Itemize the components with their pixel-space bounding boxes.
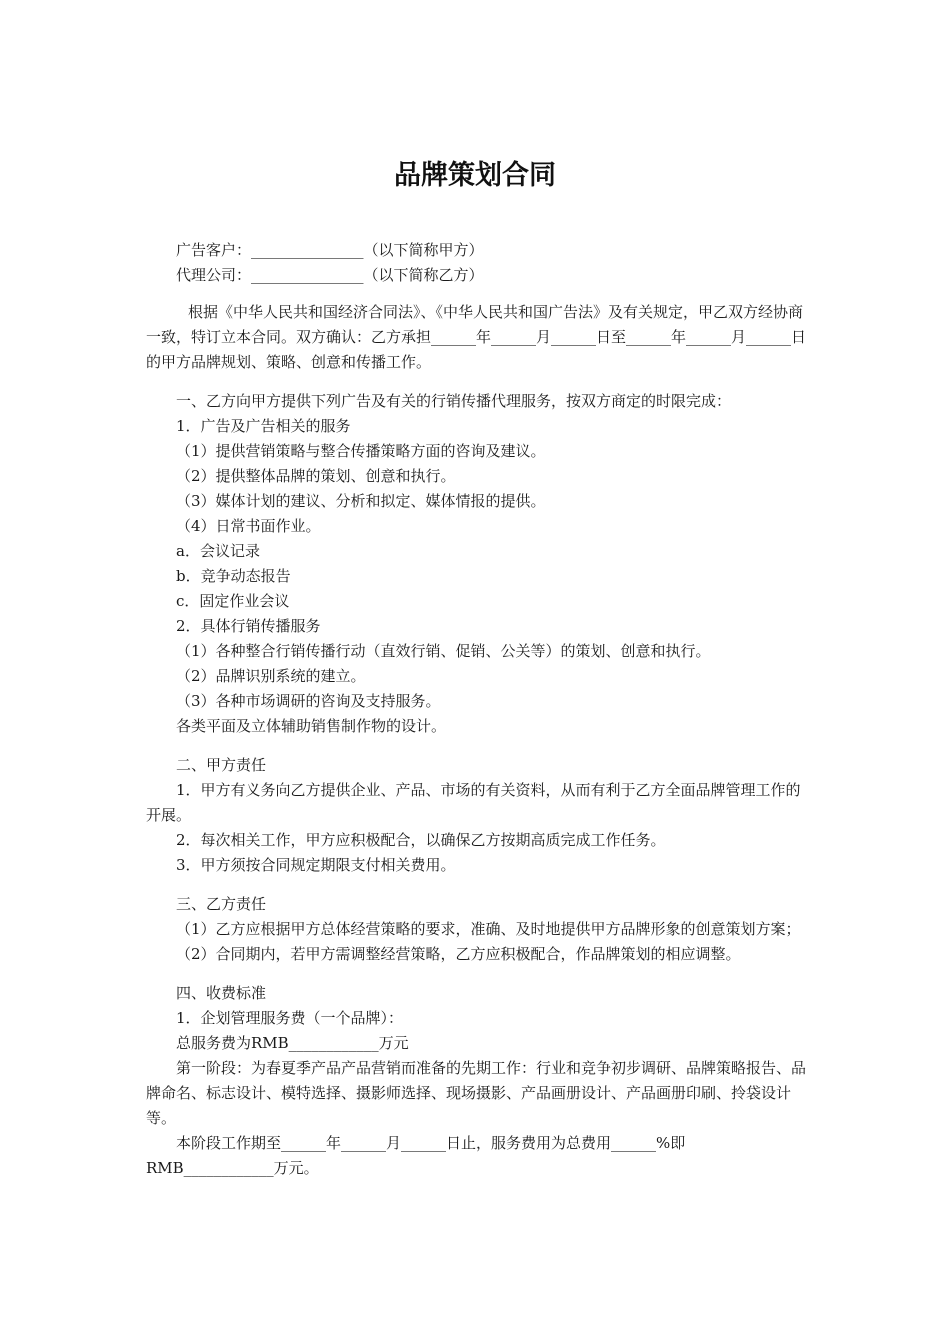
service-item: b．竞争动态报告 bbox=[176, 567, 291, 585]
service-item: 2．具体行销传播服务 bbox=[176, 617, 321, 635]
party-b-duty: （2）合同期内，若甲方需调整经营策略，乙方应积极配合，作品牌策划的相应调整。 bbox=[176, 945, 741, 963]
service-item: a．会议记录 bbox=[176, 542, 260, 560]
section-4-heading: 四、收费标准 bbox=[176, 984, 267, 1002]
client-line: 广告客户：_______________（以下简称甲方） bbox=[176, 241, 484, 259]
agency-line: 代理公司：_______________（以下简称乙方） bbox=[176, 266, 484, 284]
service-item: （1）各种整合行销传播行动（直效行销、促销、公关等）的策划、创意和执行。 bbox=[176, 642, 711, 660]
service-item: （2）品牌识别系统的建立。 bbox=[176, 667, 366, 685]
fee-item: 总服务费为RMB____________万元 bbox=[176, 1034, 409, 1052]
service-item: 各类平面及立体辅助销售制作物的设计。 bbox=[176, 717, 447, 735]
section-3-heading: 三、乙方责任 bbox=[176, 895, 267, 913]
service-item: （3）各种市场调研的咨询及支持服务。 bbox=[176, 692, 441, 710]
party-a-duty: 1．甲方有义务向乙方提供企业、产品、市场的有关资料，从而有利于乙方全面品牌管理工作的开展。 bbox=[146, 781, 801, 824]
section-1-heading: 一、乙方向甲方提供下列广告及有关的行销传播代理服务，按双方商定的时限完成： bbox=[176, 392, 732, 410]
fee-item: 1．企划管理服务费（一个品牌）： bbox=[176, 1009, 404, 1027]
service-item: （3）媒体计划的建议、分析和拟定、媒体情报的提供。 bbox=[176, 492, 546, 510]
service-item: 1．广告及广告相关的服务 bbox=[176, 417, 351, 435]
fee-item: 第一阶段：为春夏季产品产品营销而准备的先期工作：行业和竞争初步调研、品牌策略报告、品牌命名、标志设计、模特选择、摄影师选择、现场摄影、产品画册设计、产品画册印刷、拎袋设计等。 bbox=[146, 1059, 807, 1127]
contract-body bbox=[146, 238, 806, 1181]
document-title: 品牌策划合同 bbox=[394, 160, 556, 191]
intro-paragraph: 根据《中华人民共和国经济合同法》、《中华人民共和国广告法》及有关规定，甲乙双方经协商一致，特订立本合同。双方确认：乙方承担______年______月______日至______年______月______日的甲方品牌规划、策略、创意和传播工作。 bbox=[146, 303, 807, 371]
party-b-duty: （1）乙方应根据甲方总体经营策略的要求，准确、及时地提供甲方品牌形象的创意策划方案； bbox=[176, 920, 801, 938]
service-item: （4）日常书面作业。 bbox=[176, 517, 321, 535]
service-item: （1）提供营销策略与整合传播策略方面的咨询及建议。 bbox=[176, 442, 546, 460]
party-a-duty: 3．甲方须按合同规定期限支付相关费用。 bbox=[176, 856, 456, 874]
section-2-heading: 二、甲方责任 bbox=[176, 756, 267, 774]
fee-item: 本阶段工作期至______年______月______日止，服务费用为总费用______%即RMB____________万元。 bbox=[146, 1134, 686, 1177]
service-item: c．固定作业会议 bbox=[176, 592, 290, 610]
party-a-duty: 2．每次相关工作，甲方应积极配合，以确保乙方按期高质完成工作任务。 bbox=[176, 831, 666, 849]
service-item: （2）提供整体品牌的策划、创意和执行。 bbox=[176, 467, 456, 485]
